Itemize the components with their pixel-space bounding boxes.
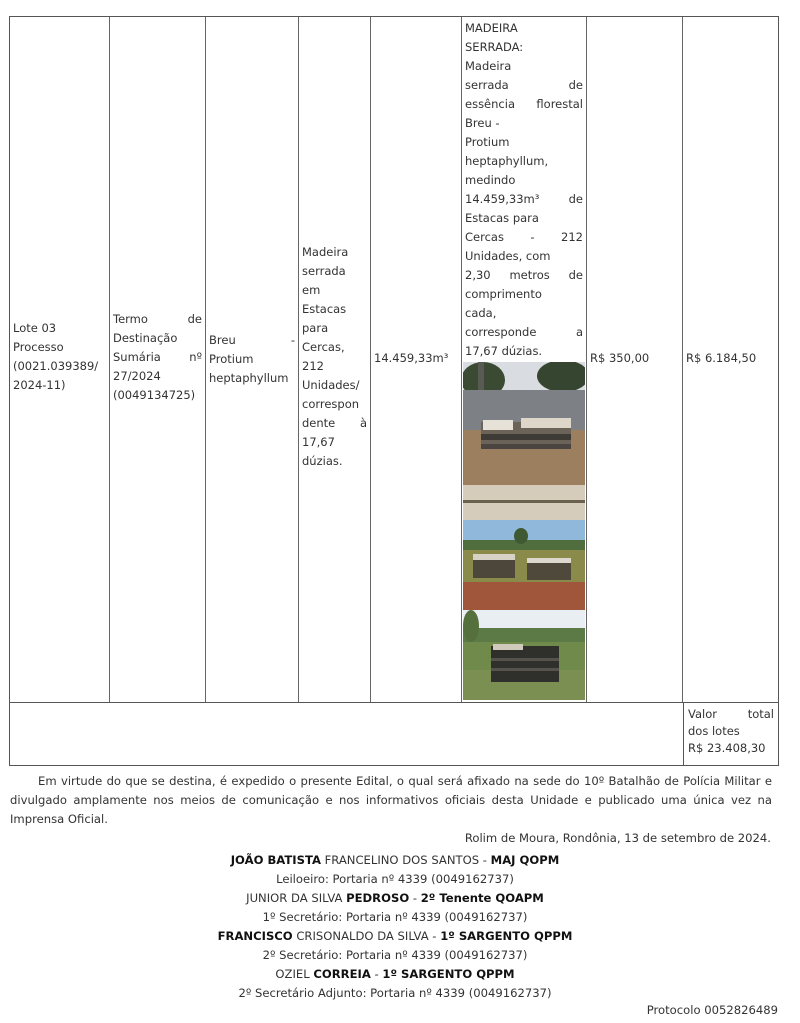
protocol-number: Protocolo 0052826489: [646, 1003, 778, 1017]
col-descricao: [299, 17, 371, 702]
signature-4-name: OZIEL CORREIA - 1º SARGENTO QPPM: [275, 967, 515, 981]
signature-3-name: FRANCISCO CRISONALDO DA SILVA - 1º SARGENTO QPPM: [217, 929, 573, 943]
col-termo: [110, 17, 206, 702]
col-volume: [371, 17, 462, 702]
col-lote: [10, 17, 110, 702]
lote-cell: Lote 03 Processo (0021.039389/ 2024-11): [13, 321, 99, 392]
signature-2-role: 1º Secretário: Portaria nº 4339 (0049162737): [262, 910, 528, 924]
termo-cell: Termo de Destinação Sumária nº 27/2024 (0049134725): [113, 312, 202, 402]
photo-two-stacks-field: [463, 520, 585, 610]
descricao-cell: Madeira serrada em Estacas para Cercas, 212 Unidades/ correspon dente à 17,67 dúzias.: [302, 245, 367, 468]
especie-cell: Breu - Protium heptaphyllum: [209, 333, 295, 385]
total-cell: Valor total dos lotes R$ 23.408,30: [683, 703, 778, 765]
row-divider: [10, 702, 778, 703]
valor-total-cell: R$ 6.184,50: [686, 351, 757, 365]
signature-3-role: 2º Secretário: Portaria nº 4339 (0049162737): [262, 948, 528, 962]
col-detalhe: [462, 17, 587, 702]
detalhe-cell: MADEIRA SERRADA: Madeira serrada de essência florestal Breu - Protium heptaphyllum, medindo 14.459,33m³ de Estacas para Cercas - 212 Unidades, com 2,30 metros de comprimento cada, corresponde a 17,67 dúzias.: [465, 21, 583, 358]
valor-unitario-cell: R$ 350,00: [590, 351, 650, 365]
photo-posts-near-wall: [463, 362, 585, 520]
volume-cell: 14.459,33m³: [374, 351, 449, 365]
photo-stack-in-grass: [463, 610, 585, 700]
col-valor-total: [683, 17, 778, 702]
lot-table: [9, 16, 779, 766]
edital-paragraph: Em virtude do que se destina, é expedido o presente Edital, o qual será afixado na sede do 10º Batalhão de Polícia Militar e divulgado amplamente nos meios de comunicação e nos informativos oficiais desta Unidade e publicado uma única vez na Imprensa Oficial.: [10, 774, 772, 826]
col-especie: [206, 17, 299, 702]
col-valor-unitario: [587, 17, 683, 702]
signature-4-role: 2º Secretário Adjunto: Portaria nº 4339 (0049162737): [238, 986, 552, 1000]
total-value: R$ 23.408,30: [688, 741, 766, 755]
signature-1-role: Leiloeiro: Portaria nº 4339 (0049162737): [276, 872, 514, 886]
date-line: Rolim de Moura, Rondônia, 13 de setembro de 2024.: [464, 831, 771, 845]
signature-1-name: JOÃO BATISTA FRANCELINO DOS SANTOS - MAJ QOPM: [230, 853, 560, 867]
signature-2-name: JUNIOR DA SILVA PEDROSO - 2º Tenente QOAPM: [246, 891, 544, 905]
